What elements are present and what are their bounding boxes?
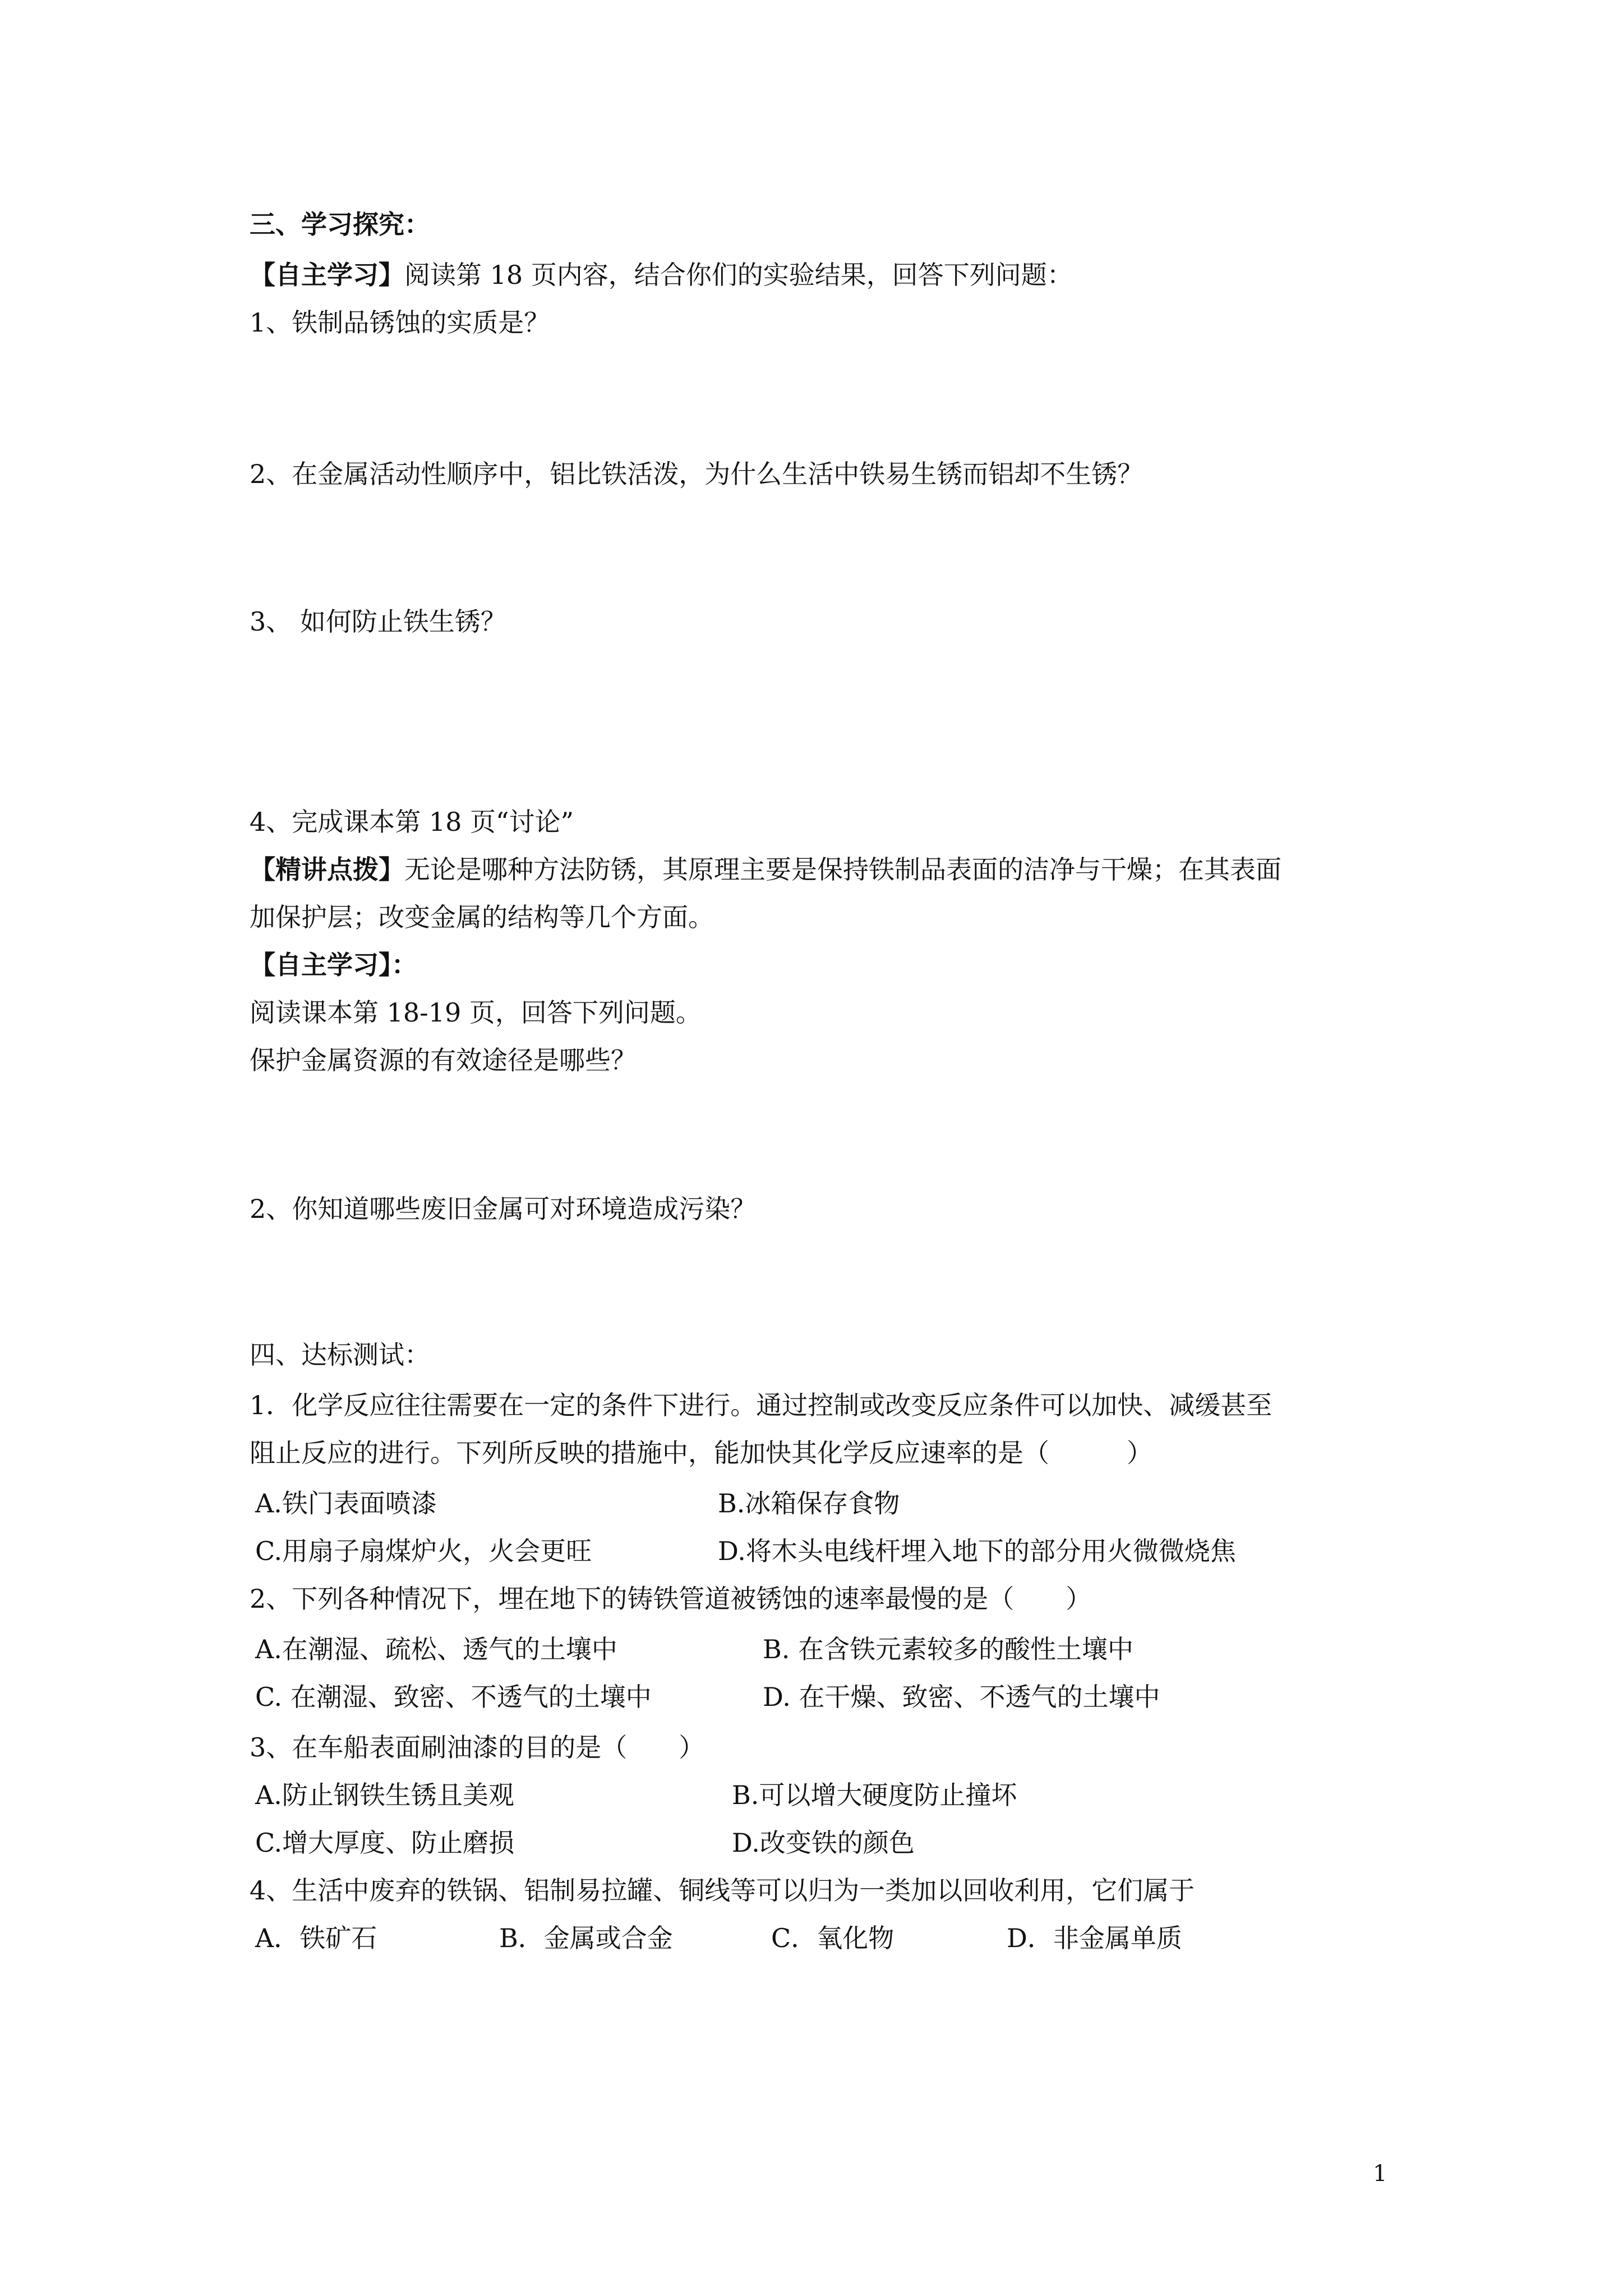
self-study-2-question-2: 2、你知道哪些废旧金属可对环境造成污染？ xyxy=(250,1194,757,1224)
test-q1-option-b: B.冰箱保存食物 xyxy=(718,1488,900,1519)
self-study-tag: 【自主学习】 xyxy=(250,260,404,290)
test-q2-option-a: A.在潮湿、疏松、透气的土壤中 xyxy=(255,1634,617,1664)
test-q1-line-1: 1．化学反应往往需要在一定的条件下进行。通过控制或改变反应条件可以加快、减缓甚至 xyxy=(250,1390,1272,1420)
test-q1-option-a: A.铁门表面喷漆 xyxy=(255,1488,437,1519)
section-4-title: 四、达标测试： xyxy=(250,1340,430,1370)
test-q4-option-b: B．金属或合金 xyxy=(499,1923,673,1953)
self-study-intro xyxy=(250,258,1073,292)
test-q2-option-b: B. 在含铁元素较多的酸性土壤中 xyxy=(763,1634,1134,1664)
self-study-2-title xyxy=(250,948,417,982)
test-q1-option-c: C.用扇子扇煤炉火，火会更旺 xyxy=(255,1536,592,1566)
test-q3-option-c: C.增大厚度、防止磨损 xyxy=(255,1828,515,1858)
self-study-2-tag: 【自主学习】 xyxy=(250,950,391,980)
key-points-line-2: 加保护层；改变金属的结构等几个方面。 xyxy=(250,902,714,932)
test-q4-option-d: D．非金属单质 xyxy=(1007,1923,1182,1953)
test-q4-line-1: 4、生活中废弃的铁锅、铝制易拉罐、铜线等可以归为一类加以回收利用，它们属于 xyxy=(250,1875,1195,1906)
self-study-text: 阅读第 18 页内容，结合你们的实验结果，回答下列问题： xyxy=(404,260,1073,290)
test-q2-option-c: C. 在潮湿、致密、不透气的土壤中 xyxy=(255,1682,652,1712)
key-points-line-1 xyxy=(250,853,1281,886)
test-q3-option-b: B.可以增大硬度防止撞坏 xyxy=(732,1780,1017,1810)
page-number: 1 xyxy=(1373,2161,1387,2187)
test-q4-option-a: A．铁矿石 xyxy=(255,1923,377,1953)
test-q3-option-d: D.改变铁的颜色 xyxy=(732,1828,915,1858)
question-3: 3、 如何防止铁生锈？ xyxy=(250,606,506,637)
test-q1-line-2: 阻止反应的进行。下列所反映的措施中，能加快其化学反应速率的是（ ） xyxy=(250,1438,1152,1468)
question-4: 4、完成课本第 18 页“讨论” xyxy=(250,807,574,837)
self-study-2-line-1: 阅读课本第 18-19 页，回答下列问题。 xyxy=(250,997,702,1028)
key-points-text: 无论是哪种方法防锈，其原理主要是保持铁制品表面的洁净与干燥；在其表面 xyxy=(404,854,1281,885)
test-q1-option-d: D.将木头电线杆埋入地下的部分用火微微烧焦 xyxy=(718,1536,1236,1566)
test-q2-line-1: 2、下列各种情况下，埋在地下的铸铁管道被锈蚀的速率最慢的是（ ） xyxy=(250,1584,1092,1614)
test-q3-option-a: A.防止钢铁生锈且美观 xyxy=(255,1780,514,1810)
self-study-2-line-2: 保护金属资源的有效途径是哪些？ xyxy=(250,1045,637,1075)
self-study-2-suffix: ： xyxy=(391,950,417,980)
question-2: 2、在金属活动性顺序中，铝比铁活泼，为什么生活中铁易生锈而铝却不生锈？ xyxy=(250,459,1144,489)
key-points-tag: 【精讲点拨】 xyxy=(250,854,404,885)
section-3-title: 三、学习探究： xyxy=(250,209,430,240)
test-q3-line-1: 3、在车船表面刷油漆的目的是（ ） xyxy=(250,1732,705,1763)
test-q4-option-c: C．氧化物 xyxy=(771,1923,895,1953)
test-q2-option-d: D. 在干燥、致密、不透气的土壤中 xyxy=(763,1682,1160,1712)
question-1: 1、铁制品锈蚀的实质是？ xyxy=(250,307,550,338)
